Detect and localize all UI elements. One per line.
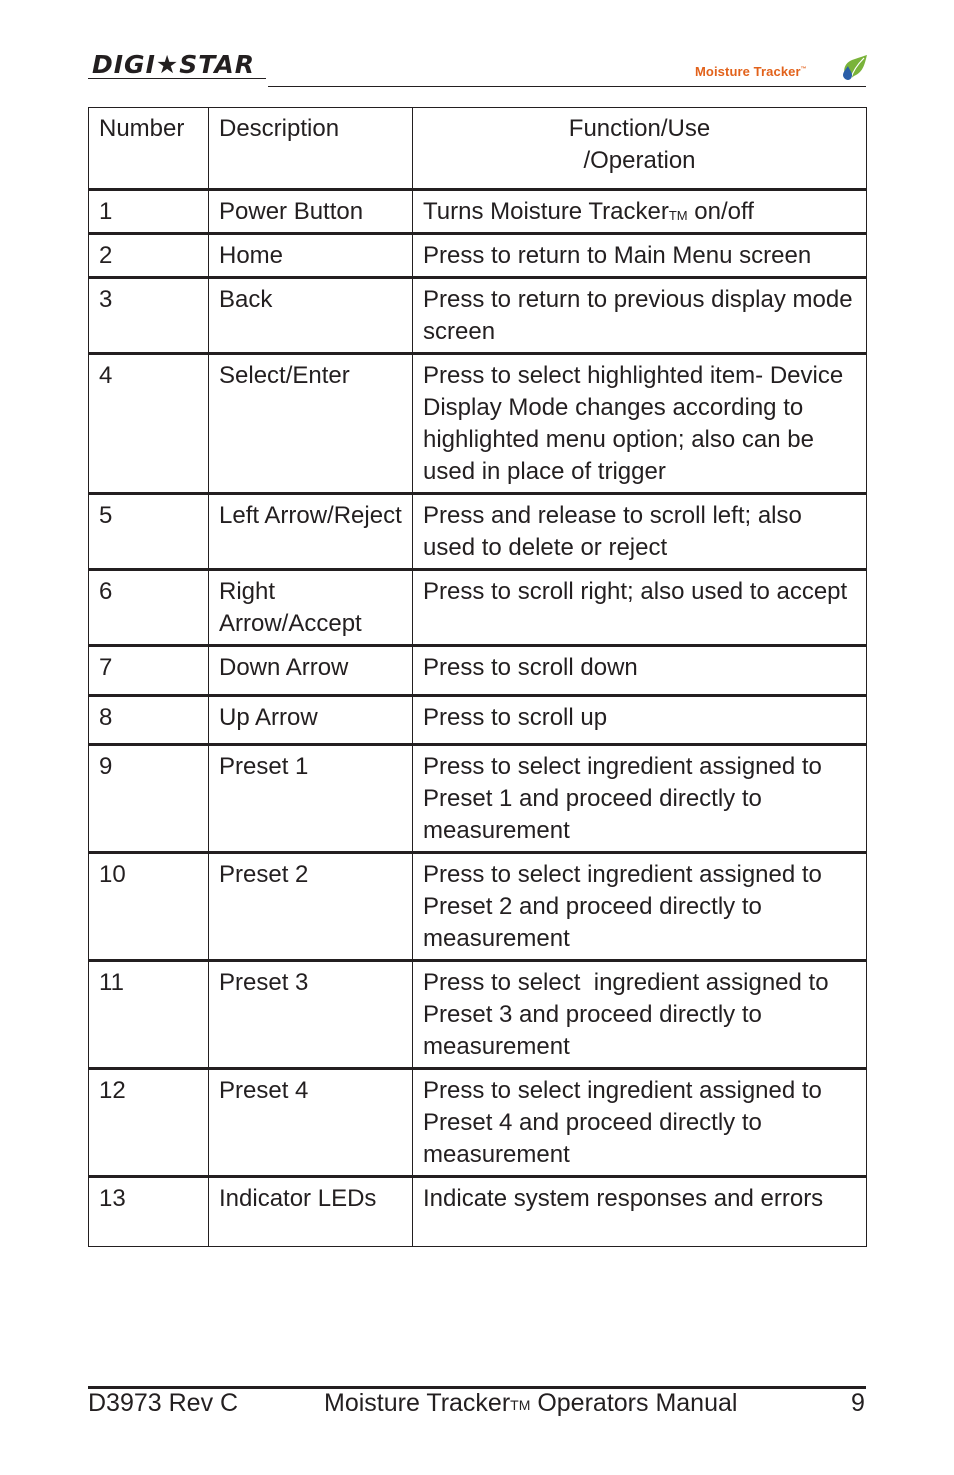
row-description: Select/Enter [209, 354, 413, 494]
row-description: Up Arrow [209, 696, 413, 745]
row-description: Left Arrow/Reject [209, 494, 413, 570]
row-number: 10 [89, 853, 209, 961]
column-header-function-line1: Function/Use [568, 115, 711, 142]
table-row [89, 354, 867, 494]
row-function: Press to select ingredient assigned to Preset 4 and proceed directly to measurement [413, 1069, 867, 1177]
row-function: Press to scroll up [413, 696, 867, 745]
footer-trademark: TM [510, 1397, 531, 1413]
table-row [89, 494, 867, 570]
row-function: Press to scroll down [413, 646, 867, 696]
row-description: Power Button [209, 190, 413, 234]
row-number: 2 [89, 234, 209, 278]
row-function: Press to select highlighted item- Device Display Mode changes according to highlighted menu option; also can be used in place of trigger [413, 354, 867, 494]
table-row [89, 278, 867, 354]
row-number: 7 [89, 646, 209, 696]
row-number: 8 [89, 696, 209, 745]
table-header-row [89, 108, 867, 190]
row-number: 1 [89, 190, 209, 234]
table-row [89, 961, 867, 1069]
row-function: Press to return to previous display mode screen [413, 278, 867, 354]
row-number: 11 [89, 961, 209, 1069]
footer-page-number: 9 [851, 1389, 865, 1417]
brand-name [695, 64, 807, 79]
column-header-number: Number [89, 108, 209, 190]
row-description: Home [209, 234, 413, 278]
leaf-drop-icon [838, 54, 868, 82]
column-header-function-line2: /Operation [583, 147, 696, 174]
row-function-text: Turns Moisture Tracker [423, 198, 669, 225]
row-description: Preset 3 [209, 961, 413, 1069]
digistar-logo: DIGI★STAR [92, 50, 256, 79]
row-function-suffix: on/off [687, 198, 754, 225]
row-number: 3 [89, 278, 209, 354]
row-number: 6 [89, 570, 209, 646]
brand-trademark: ™ [800, 66, 807, 73]
row-function: Press to select ingredient assigned to Preset 3 and proceed directly to measurement [413, 961, 867, 1069]
row-number: 5 [89, 494, 209, 570]
row-function: Press and release to scroll left; also used to delete or reject [413, 494, 867, 570]
trademark-mark: TM [668, 208, 688, 223]
table-row [89, 646, 867, 696]
row-function: Press to scroll right; also used to accept [413, 570, 867, 646]
column-header-function [413, 108, 867, 190]
column-header-description: Description [209, 108, 413, 190]
table-row [89, 190, 867, 234]
row-number: 13 [89, 1177, 209, 1247]
table-row [89, 745, 867, 853]
footer-title-suffix: Operators Manual [530, 1389, 738, 1417]
row-description: Preset 1 [209, 745, 413, 853]
row-function: Press to select ingredient assigned to Preset 1 and proceed directly to measurement [413, 745, 867, 853]
table-row [89, 234, 867, 278]
footer-manual-title [324, 1386, 737, 1420]
row-function: Press to select ingredient assigned to Preset 2 and proceed directly to measurement [413, 853, 867, 961]
row-description: Preset 4 [209, 1069, 413, 1177]
row-number: 4 [89, 354, 209, 494]
row-number: 12 [89, 1069, 209, 1177]
row-function: Press to return to Main Menu screen [413, 234, 867, 278]
header-rule [268, 86, 866, 87]
footer-title-prefix: Moisture Tracker [324, 1389, 511, 1417]
row-function: Indicate system responses and errors [413, 1177, 867, 1247]
table-row [89, 1177, 867, 1247]
footer-document-id: D3973 Rev C [88, 1389, 239, 1417]
row-description: Right Arrow/Accept [209, 570, 413, 646]
row-description: Back [209, 278, 413, 354]
row-number: 9 [89, 745, 209, 853]
table-row [89, 1069, 867, 1177]
row-function [413, 190, 867, 234]
row-description: Indicator LEDs [209, 1177, 413, 1247]
row-description: Preset 2 [209, 853, 413, 961]
table-row [89, 570, 867, 646]
table-row [89, 853, 867, 961]
logo-underline [88, 78, 266, 79]
brand-text: Moisture Tracker [695, 64, 801, 79]
button-function-table [88, 107, 867, 1247]
row-description: Down Arrow [209, 646, 413, 696]
table-row [89, 696, 867, 745]
